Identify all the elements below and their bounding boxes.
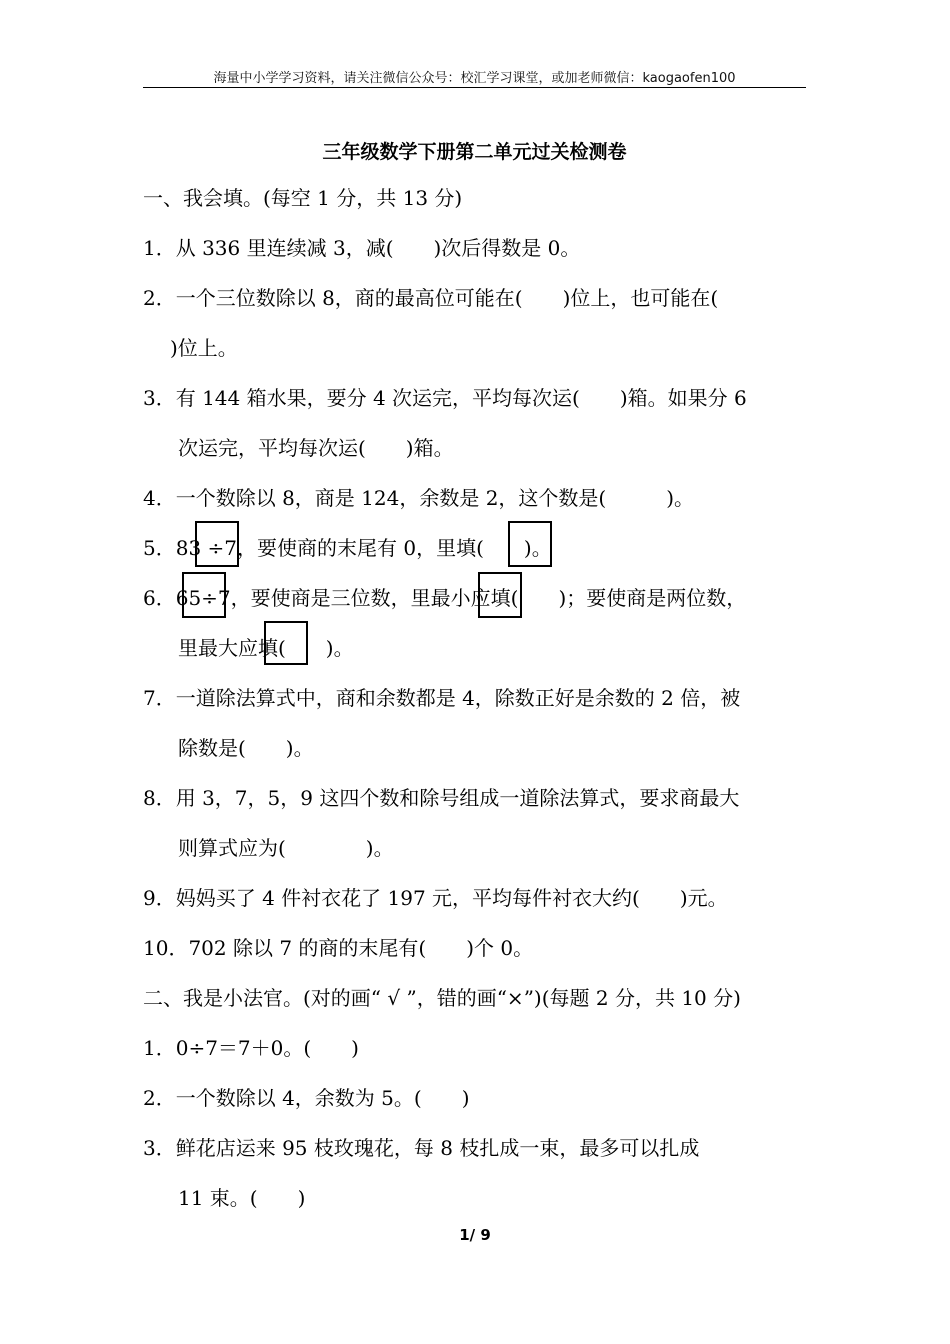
q1-2-cont: )位上。	[170, 336, 238, 360]
q1-9: 9．妈妈买了 4 件衬衣花了 197 元，平均每件衬衣大约( )元。	[143, 886, 728, 910]
q1-6: 6．65÷7，要使商是三位数，里最小应填( )；要使商是两位数，	[143, 586, 747, 610]
q1-2: 2．一个三位数除以 8，商的最高位可能在( )位上，也可能在(	[143, 286, 719, 310]
answer-square-q6-max	[264, 621, 308, 665]
page-header: 海量中小学学习资料，请关注微信公众号：校汇学习课堂，或加老师微信：kaogaofen100	[213, 71, 736, 86]
q1-4: 4．一个数除以 8，商是 124，余数是 2，这个数是( )。	[143, 486, 695, 510]
answer-square-q6-min	[478, 572, 522, 618]
q1-8: 8．用 3，7，5，9 这四个数和除号组成一道除法算式，要求商最大	[143, 786, 740, 810]
section1-heading: 一、我会填。(每空 1 分，共 13 分)	[143, 186, 463, 210]
q2-3: 3．鲜花店运来 95 枝玫瑰花，每 8 枝扎成一束，最多可以扎成	[143, 1136, 700, 1160]
q1-6-cont: 里最大应填( )。	[178, 636, 354, 660]
q2-3-cont: 11 束。( )	[178, 1186, 306, 1210]
q2-1: 1．0÷7＝7＋0。( )	[143, 1036, 359, 1060]
q1-3-cont: 次运完，平均每次运( )箱。	[178, 436, 454, 460]
header-rule	[143, 87, 806, 88]
q1-7-cont: 除数是( )。	[178, 736, 314, 760]
q1-7: 7．一道除法算式中，商和余数都是 4，除数正好是余数的 2 倍，被	[143, 686, 741, 710]
q1-10: 10．702 除以 7 的商的末尾有( )个 0。	[143, 936, 534, 960]
q1-1: 1．从 336 里连续减 3，减( )次后得数是 0。	[143, 236, 581, 260]
answer-square-q5-fill	[508, 521, 552, 567]
q1-8-cont: 则算式应为( )。	[178, 836, 394, 860]
answer-square-q5-digit	[195, 521, 239, 567]
section2-heading: 二、我是小法官。(对的画“ √ ”，错的画“×”)(每题 2 分，共 10 分)	[143, 986, 741, 1010]
q1-3: 3．有 144 箱水果，要分 4 次运完，平均每次运( )箱。如果分 6	[143, 386, 747, 410]
q2-2: 2．一个数除以 4，余数为 5。( )	[143, 1086, 470, 1110]
page-title: 三年级数学下册第二单元过关检测卷	[322, 141, 627, 163]
q1-5: 5．83 ÷7，要使商的末尾有 0，里填( )。	[143, 536, 552, 560]
page-number: 1/ 9	[459, 1226, 491, 1244]
answer-square-q6-digit	[182, 572, 226, 618]
